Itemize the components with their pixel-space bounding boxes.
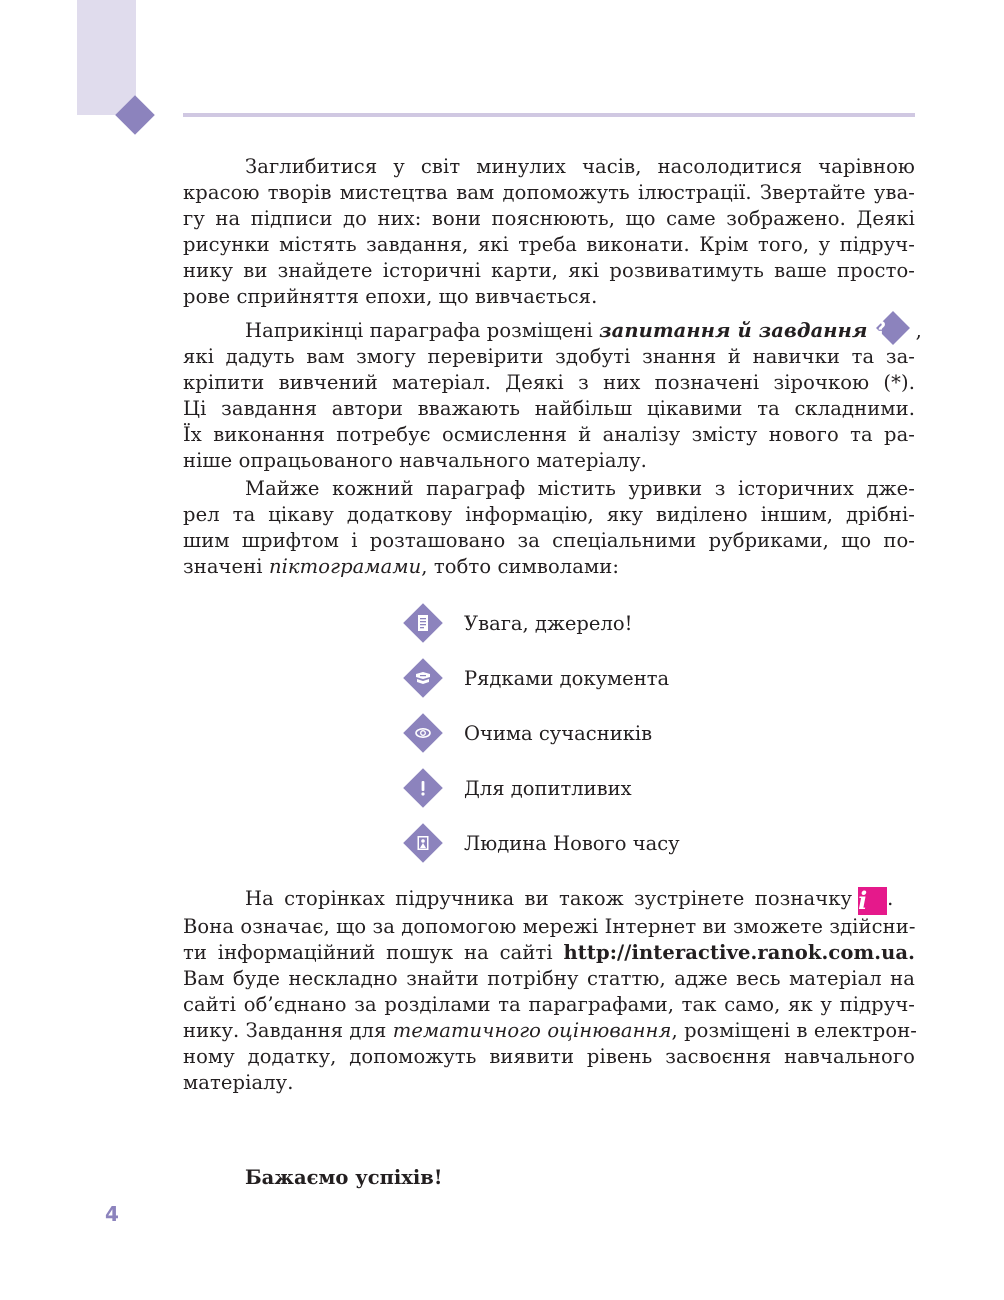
paragraph-sources — [183, 476, 915, 580]
text-line — [183, 940, 915, 966]
info-icon: i — [858, 887, 887, 915]
text-line: рел та цікаву додаткову інформацію, яку виділено іншим, дрібні- — [183, 503, 915, 526]
eye-icon — [403, 713, 443, 753]
portrait-icon — [403, 823, 443, 863]
pictogram-list — [403, 604, 680, 879]
text-line — [183, 1018, 915, 1044]
text-line: які дадуть вам змогу перевірити здобуті знання й навички та за- — [183, 345, 915, 368]
text-line — [183, 886, 915, 914]
text-line: кріпити вивчений матеріал. Деякі з них позначені зірочкою (*). — [183, 371, 915, 394]
text-line: рове сприйняття епохи, що вивчається. — [183, 285, 598, 308]
text-fragment: , тобто символами: — [421, 555, 620, 578]
pictogram-item — [403, 659, 680, 697]
website-link[interactable]: http://interactive.ranok.com.ua. — [563, 941, 915, 964]
exclamation-icon — [403, 768, 443, 808]
paragraph-questions — [183, 314, 922, 474]
questions-emphasis: запитання й завдання — [599, 319, 868, 342]
text-line: Вам буде нескладно знайти потрібну статтю, адже весь матеріал на — [183, 967, 915, 990]
pictogram-label: Людина Нового часу — [464, 831, 680, 855]
pictogram-item — [403, 604, 680, 642]
greeting: Бажаємо успіхів! — [245, 1166, 443, 1189]
pictogram-label: Рядками документа — [464, 666, 670, 690]
text-line: красою творів мистецтва вам допоможуть ілюстрації. Звертайте ува- — [183, 181, 915, 204]
text-line: Майже кожний параграф містить уривки з історичних дже- — [245, 477, 915, 500]
pictogram-label: Увага, джерело! — [464, 611, 633, 635]
question-icon: ? — [876, 314, 912, 344]
text-fragment: значені — [183, 555, 269, 578]
pictogram-item — [403, 824, 680, 862]
text-line: Заглибитися у світ минулих часів, насолодитися чарівною — [245, 155, 915, 178]
assessment-emphasis: тематичного оцінювання — [392, 1019, 672, 1042]
pictogram-label: Очима сучасників — [464, 721, 653, 745]
pictogram-item — [403, 714, 680, 752]
pictograms-emphasis: піктограмами — [268, 555, 422, 578]
corner-decoration-block — [77, 0, 136, 115]
text-fragment: На сторінках підручника ви також зустрінете позначку — [245, 887, 853, 910]
pictogram-label: Для допитливих — [464, 776, 632, 800]
pictogram-item — [403, 769, 680, 807]
paragraph-questions-lead: Наприкінці параграфа розміщені — [245, 319, 600, 342]
punctuation: , — [915, 319, 922, 342]
text-line: ніше опрацьованого навчального матеріалу. — [183, 449, 647, 472]
document-lines-icon — [403, 658, 443, 698]
text-fragment: нику. Завдання для — [183, 1019, 393, 1042]
text-fragment: , розміщені в електрон- — [671, 1019, 917, 1042]
text-line: нику ви знайдете історичні карти, які розвиватимуть ваше просто- — [183, 259, 915, 282]
text-line: ному додатку, допоможуть виявити рівень засвоєння навчального — [183, 1045, 915, 1068]
page-number: 4 — [105, 1202, 119, 1226]
header-rule — [183, 113, 915, 117]
text-line: сайті об’єднано за розділами та параграфами, так само, як у підруч- — [183, 993, 915, 1016]
text-line: гу на підписи до них: вони пояснюють, що саме зображено. Деякі — [183, 207, 915, 230]
text-line: шим шрифтом і розташовано за спеціальними рубриками, що по- — [183, 529, 915, 552]
text-line: Ці завдання автори вважають найбільш цікавими та складними. — [183, 397, 915, 420]
paragraph-illustrations — [183, 154, 915, 310]
paragraph-online — [183, 886, 915, 1096]
text-line: рисунки містять завдання, які треба виконати. Крім того, у підруч- — [183, 233, 915, 256]
text-line: Вона означає, що за допомогою мережі Інтернет ви зможете здійсни- — [183, 915, 916, 938]
text-fragment: ти інформаційний пошук на сайті — [183, 941, 564, 964]
text-line — [183, 314, 922, 344]
document-source-icon — [403, 603, 443, 643]
text-line: матеріалу. — [183, 1071, 294, 1094]
punctuation: . — [887, 887, 894, 910]
text-line — [183, 554, 915, 580]
text-line: Їх виконання потребує осмислення й аналізу змісту нового та ра- — [183, 423, 915, 446]
